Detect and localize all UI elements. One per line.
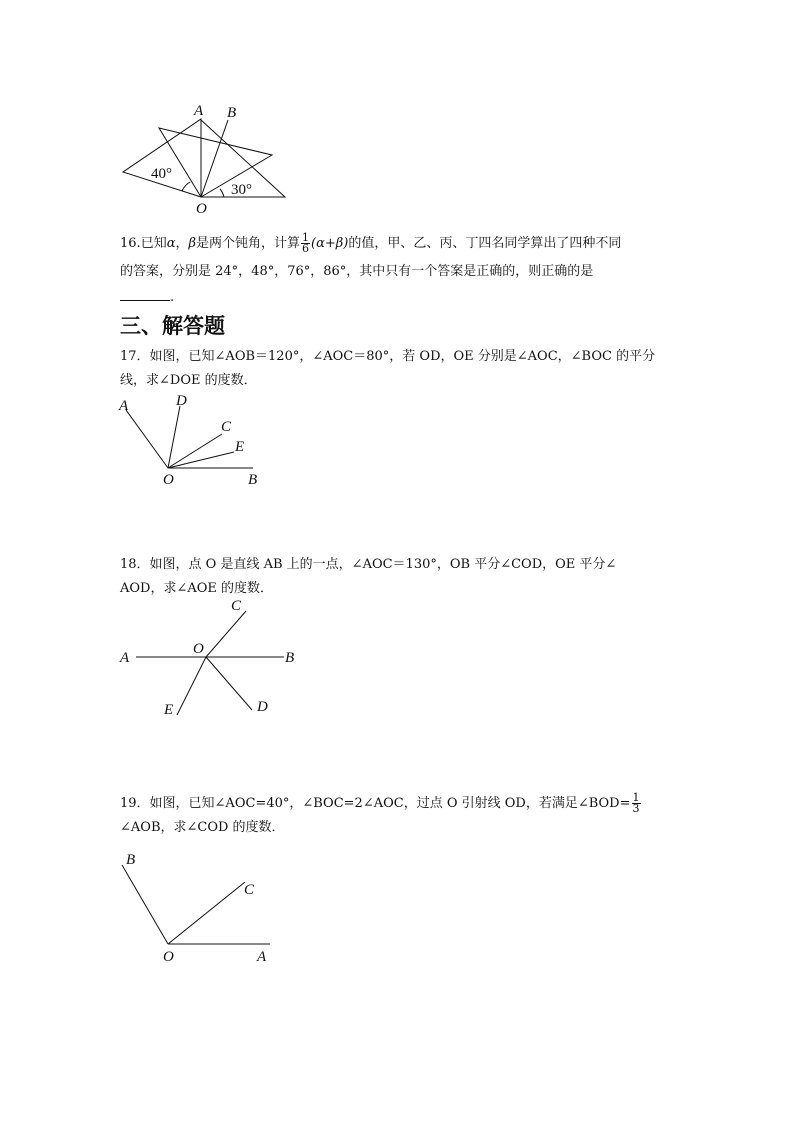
figure-q15 (110, 95, 300, 225)
q16-text-2: 是两个钝角，计算 (196, 236, 301, 251)
label-o: O (163, 949, 174, 965)
figure-q19 (110, 850, 290, 965)
label-c: C (221, 419, 232, 435)
label-e: E (235, 439, 245, 455)
q16-line2: 的答案，分别是 24°，48°，76°，86°，其中只有一个答案是正确的，则正确的是 (120, 264, 594, 279)
triangle-middle (159, 128, 272, 197)
figure-q17 (110, 390, 280, 490)
question-16 (120, 232, 680, 310)
q19-line1 (120, 792, 680, 816)
fraction-one-sixth (301, 233, 310, 254)
question-18 (120, 553, 680, 601)
q16-line1 (120, 232, 680, 256)
figure-q18 (110, 595, 310, 720)
q19-text-1: 19．如图，已知∠AOC=40°，∠BOC=2∠AOC，过点 O 引射线 OD，若满足∠BOD= (120, 796, 631, 811)
label-b: B (126, 852, 136, 868)
label-a: A (119, 398, 129, 414)
q16-line3 (120, 286, 680, 310)
ray-oa (126, 410, 168, 468)
frac-num: 1 (302, 231, 310, 244)
label-c: C (231, 598, 242, 614)
alpha-symbol: α (166, 236, 176, 251)
label-o: O (193, 641, 204, 657)
ray-ob (122, 865, 168, 944)
ray-od (206, 657, 252, 710)
label-angle-30: 30° (231, 182, 252, 198)
ray-oc (206, 611, 246, 657)
ray-oc (168, 434, 222, 468)
section-title: 三、解答题 (120, 314, 225, 338)
question-17 (120, 345, 680, 393)
q18-line1: 18．如图，点 O 是直线 AB 上的一点，∠AOC＝130°，OB 平分∠COD，OE 平分∠ (120, 557, 617, 572)
fraction-one-third (632, 793, 641, 814)
ray-ob (201, 120, 228, 197)
answer-blank[interactable] (120, 286, 170, 301)
frac-den: 3 (632, 802, 640, 815)
ray-oe (168, 452, 234, 468)
ray-oc (168, 882, 245, 944)
frac-den: 6 (302, 242, 310, 255)
label-b: B (285, 650, 295, 666)
q16-expression: (α+β) (311, 236, 349, 251)
q19-line2: ∠AOB，求∠COD 的度数． (120, 820, 285, 835)
label-a: A (120, 650, 130, 666)
q16-number: 16. (120, 236, 141, 251)
figure-q15-svg (110, 95, 300, 225)
label-b: B (248, 472, 258, 488)
arc-30 (220, 189, 224, 197)
label-b: B (227, 105, 237, 121)
label-e: E (164, 702, 174, 718)
figure-q19-svg (110, 850, 290, 965)
q17-line2: 线，求∠DOE 的度数． (120, 373, 257, 388)
question-19 (120, 792, 680, 840)
q16-text-1: 已知 (140, 236, 167, 251)
ray-od (168, 406, 180, 468)
frac-num: 1 (632, 791, 640, 804)
triangle-left (123, 119, 201, 197)
q17-line1: 17．如图，已知∠AOB＝120°，∠AOC＝80°，若 OD，OE 分别是∠AOC，∠BOC 的平分 (120, 349, 656, 364)
q16-comma: ， (175, 236, 189, 251)
label-a: A (257, 949, 267, 965)
label-d: D (257, 699, 268, 715)
q18-line2: AOD，求∠AOE 的度数． (120, 581, 274, 596)
ray-oe (177, 657, 206, 715)
figure-q17-svg (110, 390, 280, 490)
label-d: D (176, 393, 187, 409)
label-c: C (244, 882, 255, 898)
arc-40 (182, 182, 190, 191)
label-o: O (196, 201, 207, 217)
label-o: O (163, 472, 174, 488)
q16-text-3: 的值，甲、乙、丙、丁四名同学算出了四种不同 (348, 236, 622, 251)
q16-end: . (170, 290, 175, 305)
beta-symbol: β (188, 236, 197, 251)
label-angle-40: 40° (151, 166, 172, 182)
label-a: A (194, 103, 204, 119)
figure-q18-svg (110, 595, 310, 720)
